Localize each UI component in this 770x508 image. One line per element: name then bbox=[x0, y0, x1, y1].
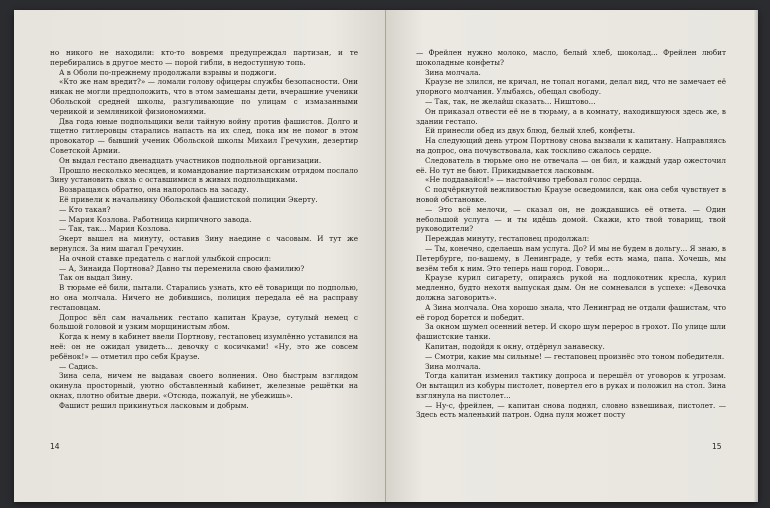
paragraph: «Не поддавайся!» — настойчиво требовал голос сердца. bbox=[425, 175, 642, 185]
paragraph: — Ты, конечно, сделаешь нам услуга. До? И мы не будем в дольгу... Я знаю, в Петербурге, по-вашему, в Ленинграде, у тебя есть мама, папа. Хочешь, мы везём тебя к ним. Это теперь наш город. Говори... bbox=[416, 243, 726, 273]
paragraph: Краузе не злился, не кричал, не топал ногами, делал вид, что не замечает её упорного молчания. Улыбаясь, обещал свободу. bbox=[416, 77, 726, 97]
paragraph: — Кто такая? bbox=[59, 204, 111, 214]
paragraph: Зина молчала. bbox=[425, 67, 481, 77]
right-page-text bbox=[416, 48, 726, 420]
paragraph: но никого не находили: кто-то вовремя предупреждал партизан, и те перебирались в другое место — порой гибли, в недоступную топь. bbox=[50, 48, 358, 67]
paragraph: В тюрьме её били, пытали. Старались узнать, кто её товарищи по подполью, но она молчала. Ничего не добившись, полиция передала её на расправу гестаповцам. bbox=[50, 283, 358, 312]
right-page-number: 15 bbox=[712, 442, 722, 451]
paragraph: Капитан, подойдя к окну, отдёрнул занавеску. bbox=[425, 341, 605, 351]
paragraph: — Мария Козлова. Работница кирпичного завода. bbox=[59, 214, 252, 224]
paragraph: — Так, так, не желайш сказать... Ништово... bbox=[425, 96, 596, 106]
paragraph: — Это всё мелочи, — сказал он, не дождавшись её ответа. — Один небольшой услуга — и ты идёшь домой. Скажи, кто твой товарищ, твой руководители? bbox=[416, 204, 726, 234]
paragraph: На следующий день утром Портнову снова вызвали к капитану. Направляясь на допрос, она почувствовала, как тоскливо сжалось сердце. bbox=[416, 136, 726, 155]
paragraph: Зина молчала. bbox=[425, 361, 481, 371]
paragraph: Возвращаясь обратно, она напоролась на засаду. bbox=[59, 185, 249, 195]
right-page bbox=[386, 10, 758, 502]
paragraph: — Садись. bbox=[59, 361, 99, 371]
paragraph: Когда к нему в кабинет ввели Портнову, гестаповец изумлённо уставился на неё: он не ожидал увидеть... девочку с косичками! «Ну, это же совсем ребёнок!» — отметил про себя Краузе. bbox=[50, 332, 358, 361]
left-page-text bbox=[50, 48, 358, 410]
left-page bbox=[14, 10, 386, 502]
paragraph: «Кто же нам вредит?» — ломали голову офицеры службы безопасности. Они никак не могли предположить, что в этом замешаны дети, вчерашние ученики Обольской средней школы, разгуливающие по улицам с измазанными черникой и земляникой физиономиями. bbox=[50, 77, 358, 116]
left-page-number: 14 bbox=[50, 442, 60, 451]
paragraph: За окном шумел осенний ветер. И скоро шум перерос в грохот. По улице шли фашистские танки. bbox=[416, 322, 726, 342]
open-booklet bbox=[14, 10, 758, 502]
paragraph: Он приказал отвести её не в тюрьму, а в комнату, находившуюся здесь же, в здании гестапо. bbox=[416, 106, 726, 126]
paragraph: Тогда капитан изменил тактику допроса и перешёл от уговоров к угрозам. Он вытащил из кобуры пистолет, повертел его в руках и положил на стол. Зина взглянула на пистолет... bbox=[416, 371, 726, 400]
paragraph: Фашист решил прикинуться ласковым и добрым. bbox=[59, 400, 249, 410]
paragraph: Экерт вышел на минуту, оставив Зину наедине с часовым. И тут же вернулся. За ним шагал Гречухин. bbox=[50, 234, 358, 253]
paragraph: Зина села, ничем не выдавая своего волнения. Оно быстрым взглядом окинула просторный, уютно обставленный кабинет, железные решётки на окнах, плотно обитые двери. «Отсюда, пожалуй, не убежишь». bbox=[50, 371, 358, 400]
paragraph: — Фрейлен нужно молоко, масло, белый хлеб, шоколад... Фрейлен любит шоколадные конфеты? bbox=[416, 48, 726, 67]
paragraph: Он выдал гестапо двенадцать участников подпольной организации. bbox=[59, 155, 322, 165]
paragraph: Так он выдал Зину. bbox=[59, 273, 133, 283]
paragraph: — А, Зинаида Портнова? Давно ты переменила свою фамилию? bbox=[59, 263, 305, 273]
paragraph: Ей принесли обед из двух блюд, белый хлеб, конфеты. bbox=[425, 126, 636, 136]
paragraph: Переждав минуту, гестаповец продолжал: bbox=[425, 234, 590, 244]
paragraph: А Зина молчала. Она хорошо знала, что Ленинград не отдали фашистам, что её город борется и победит. bbox=[416, 302, 726, 322]
paragraph: Краузе курил сигарету, опираясь рукой на подлокотник кресла, курил медленно, будто нехотя выпуская дым. Он не сомневался в успехе: «Девочка должна заговорить». bbox=[416, 273, 726, 302]
paragraph: — Смотри, какие мы сильные! — гестаповец произнёс это тоном победителя. bbox=[425, 351, 725, 361]
paragraph: — Так, так... Мария Козлова. bbox=[59, 224, 171, 234]
paragraph: На очной ставке предатель с наглой улыбкой спросил: bbox=[59, 253, 272, 263]
paragraph: С подчёркнутой вежливостью Краузе осведомился, как она себя чувствует в новой обстановке. bbox=[416, 185, 726, 204]
paragraph: Следователь в тюрьме оно не отвечала — он бил, и каждый удар ожесточил её. Но тут не бьют. Прикидывается ласковым. bbox=[416, 155, 726, 175]
paragraph: Прошло несколько месяцев, и командование партизанским отрядом послало Зину установить связь с оставшимися в живых подпольщиками. bbox=[50, 165, 358, 185]
paragraph: Допрос вёл сам начальник гестапо капитан Краузе, сутулый немец с большой головой и узким морщинистым лбом. bbox=[50, 312, 358, 332]
paragraph: А в Оболи по-прежнему продолжали взрывы и поджоги. bbox=[59, 67, 277, 77]
paragraph: Два года юные подпольщики вели тайную войну против фашистов. Долго и тщетно гитлеровцы старались напасть на их след, пока им не помог в этом провокатор — бывший ученик Обольской школы Михаил Гречухин, дезертир Советской Армии. bbox=[50, 116, 358, 155]
paragraph: Её привели к начальнику Обольской фашистской полиции Экерту. bbox=[59, 194, 318, 204]
paragraph: — Ну-с, фрейлен, — капитан снова поднял, словно взвешивая, пистолет. — Здесь есть маленький патрон. Одна пуля может посту bbox=[416, 400, 726, 420]
